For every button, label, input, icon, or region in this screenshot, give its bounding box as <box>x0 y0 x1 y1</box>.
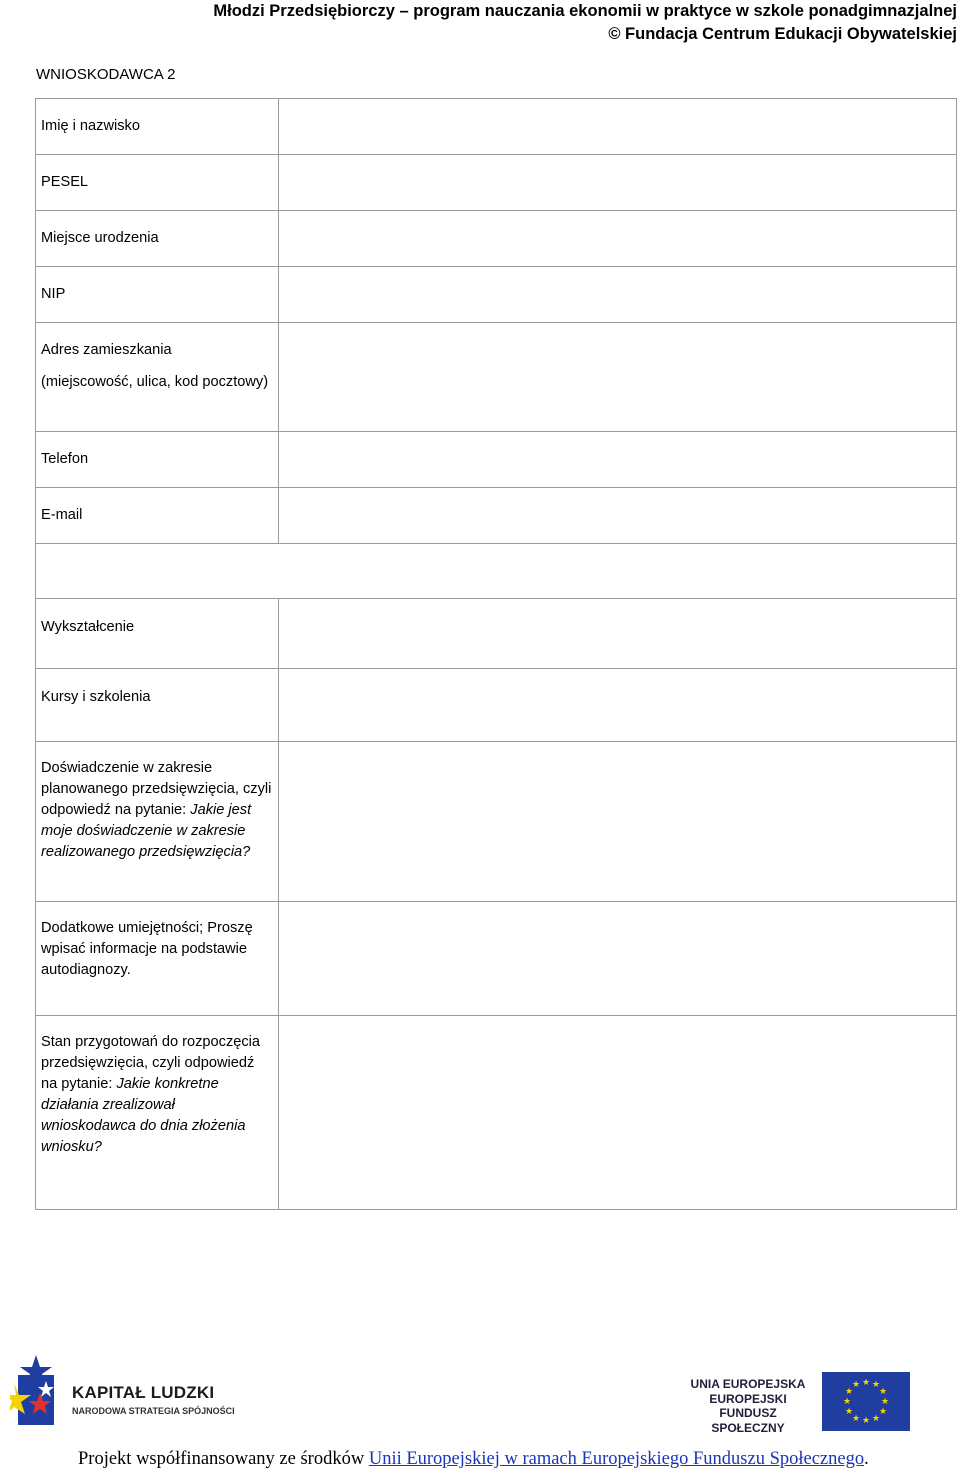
address-label: Adres zamieszkania (miejscowość, ulica, kod pocztowy) <box>36 323 279 432</box>
preparation-label: Stan przygotowań do rozpoczęcia przedsięwzięcia, czyli odpowiedź na pytanie: Jakie konkretne działania zrealizował wnioskodawca do dnia złożenia wniosku? <box>36 1016 279 1210</box>
skills-field[interactable] <box>279 902 957 1016</box>
phone-label: Telefon <box>36 432 279 488</box>
table-row <box>36 211 957 267</box>
address-field[interactable] <box>279 323 957 432</box>
pesel-field[interactable] <box>279 155 957 211</box>
birthplace-label: Miejsce urodzenia <box>36 211 279 267</box>
header-copyright: © Fundacja Centrum Edukacji Obywatelskiej <box>608 25 957 43</box>
phone-field[interactable] <box>279 432 957 488</box>
svg-text:★: ★ <box>851 1414 861 1424</box>
preparation-field[interactable] <box>279 1016 957 1210</box>
svg-text:★: ★ <box>851 1380 861 1390</box>
courses-field[interactable] <box>279 669 957 742</box>
svg-text:★: ★ <box>880 1397 890 1407</box>
table-row <box>36 267 957 323</box>
nip-label: NIP <box>36 267 279 323</box>
table-row <box>36 488 957 544</box>
skills-label: Dodatkowe umiejętności; Proszę wpisać informacje na podstawie autodiagnozy. <box>36 902 279 1016</box>
svg-text:★: ★ <box>878 1407 888 1417</box>
eu-fund-link[interactable]: Unii Europejskiej w ramach Europejskiego Funduszu Społecznego <box>368 1449 865 1469</box>
svg-text:★: ★ <box>844 1387 854 1397</box>
email-field[interactable] <box>279 488 957 544</box>
header-program-title: Młodzi Przedsiębiorczy – program nauczania ekonomii w praktyce w szkole ponadgimnazjalnej <box>213 2 957 20</box>
table-row <box>36 323 957 432</box>
nip-field[interactable] <box>279 267 957 323</box>
kapital-ludzki-subtitle: NARODOWA STRATEGIA SPÓJNOŚCI <box>72 1406 235 1416</box>
applicant-form-table <box>35 98 957 1210</box>
name-field[interactable] <box>279 99 957 155</box>
eu-logo-text: UNIA EUROPEJSKA EUROPEJSKI FUNDUSZ SPOŁECZNY <box>690 1377 806 1435</box>
document-header <box>213 0 957 46</box>
footer-logos <box>0 1345 960 1435</box>
table-row <box>36 669 957 742</box>
kapital-ludzki-emblem-icon <box>10 1353 65 1429</box>
education-field[interactable] <box>279 599 957 669</box>
svg-text:★: ★ <box>844 1407 854 1417</box>
table-row <box>36 544 957 599</box>
table-row <box>36 99 957 155</box>
experience-label: Doświadczenie w zakresie planowanego przedsięwzięcia, czyli odpowiedź na pytanie: Jakie jest moje doświadczenie w zakresie realizowanego przedsięwzięcia? <box>36 742 279 902</box>
experience-field[interactable] <box>279 742 957 902</box>
eu-flag-icon <box>822 1372 910 1431</box>
svg-text:★: ★ <box>878 1387 888 1397</box>
birthplace-field[interactable] <box>279 211 957 267</box>
kapital-ludzki-logo <box>10 1353 250 1433</box>
svg-text:★: ★ <box>871 1414 881 1424</box>
table-row <box>36 432 957 488</box>
table-row <box>36 155 957 211</box>
svg-text:★: ★ <box>842 1397 852 1407</box>
education-label: Wykształcenie <box>36 599 279 669</box>
separator-row <box>36 544 957 599</box>
table-row <box>36 599 957 669</box>
table-row <box>36 902 957 1016</box>
svg-text:★: ★ <box>861 1416 871 1426</box>
svg-text:★: ★ <box>871 1380 881 1390</box>
cofinancing-note: Projekt współfinansowany ze środków Unii Europejskiej w ramach Europejskiego Funduszu Społecznego. <box>78 1449 869 1469</box>
eu-social-fund-logo <box>685 1367 915 1437</box>
pesel-label: PESEL <box>36 155 279 211</box>
courses-label: Kursy i szkolenia <box>36 669 279 742</box>
name-label: Imię i nazwisko <box>36 99 279 155</box>
kapital-ludzki-title: KAPITAŁ LUDZKI <box>72 1383 215 1402</box>
applicant-title: WNIOSKODAWCA 2 <box>36 66 176 83</box>
table-row <box>36 1016 957 1210</box>
svg-text:★: ★ <box>861 1378 871 1388</box>
email-label: E-mail <box>36 488 279 544</box>
table-row <box>36 742 957 902</box>
